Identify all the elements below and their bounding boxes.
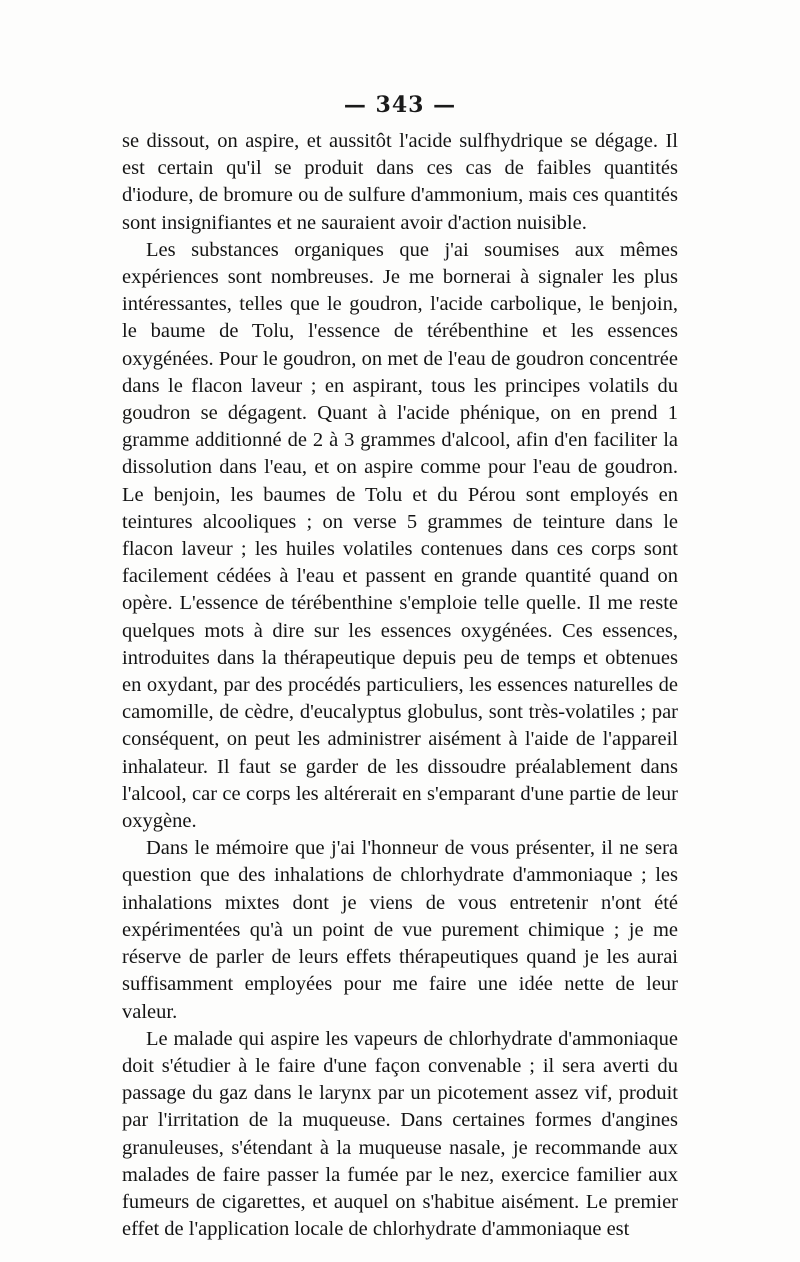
paragraph-organic-substances: Les substances organiques que j'ai soumises aux mêmes expériences sont nombreuses. Je me bornerai à signaler les plus intéressantes, telles que le goudron, l'acide carbolique, le benjoin, le baume de Tolu, l'essence de térébenthine et les essences oxygénées. Pour le goudron, on met de l'eau de goudron concentrée dans le flacon laveur ; en aspirant, tous les principes volatils du goudron se dégagent. Quant à l'acide phénique, on en prend 1 gramme additionné de 2 à 3 grammes d'alcool, afin d'en faciliter la dissolution dans l'eau, et on aspire comme pour l'eau de goudron. Le benjoin, les baumes de Tolu et du Pérou sont employés en teintures alcooliques ; on verse 5 grammes de teinture dans le flacon laveur ; les huiles volatiles contenues dans ces corps sont facilement cédées à l'eau et passent en grande quantité quand on opère. L'essence de térébenthine s'emploie telle quelle. Il me reste quelques mots à dire sur les essences oxygénées. Ces essences, introduites dans la thérapeutique depuis peu de temps et obtenues en oxydant, par des procédés particuliers, les essences naturelles de camomille, de cèdre, d'eucalyptus globulus, sont très-volatiles ; par conséquent, on peut les administrer aisément à l'aide de l'appareil inhalateur. Il faut se garder de les dissoudre préalablement dans l'alcool, car ce corps les altérerait en s'emparant d'une partie de leur oxygène. xyxy=(122,238,678,833)
page-number: — 343 — xyxy=(343,92,457,118)
paragraph-memoir: Dans le mémoire que j'ai l'honneur de vous présenter, il ne sera question que des inhalations de chlorhydrate d'ammoniaque ; les inhalations mixtes dont je viens de vous entretenir n'ont été expérimentées qu'à un point de vue purement chimique ; je me réserve de parler de leurs effets thérapeutiques quand je les aurai suffisamment employées pour me faire une idée nette de leur valeur. xyxy=(122,837,678,1023)
paragraph-patient-inhalation: Le malade qui aspire les vapeurs de chlorhydrate d'ammoniaque doit s'étudier à le faire d'une façon convenable ; il sera averti du passage du gaz dans le larynx par un picotement assez vif, produit par l'irritation de la muqueuse. Dans certaines formes d'angines granuleuses, s'étendant à la muqueuse nasale, je recommande aux malades de faire passer la fumée par le nez, exercice familier aux fumeurs de cigarettes, et auquel on s'habitue aisément. Le premier effet de l'application locale de chlorhydrate d'ammoniaque est xyxy=(122,1027,678,1241)
paragraph-continuation: se dissout, on aspire, et aussitôt l'acide sulfhydrique se dégage. Il est certain qu'il se produit dans ces cas de faibles quantités d'iodure, de bromure ou de sulfure d'ammonium, mais ces quantités sont insignifiantes et ne sauraient avoir d'action nuisible. xyxy=(122,130,678,234)
body-text xyxy=(122,128,678,1243)
